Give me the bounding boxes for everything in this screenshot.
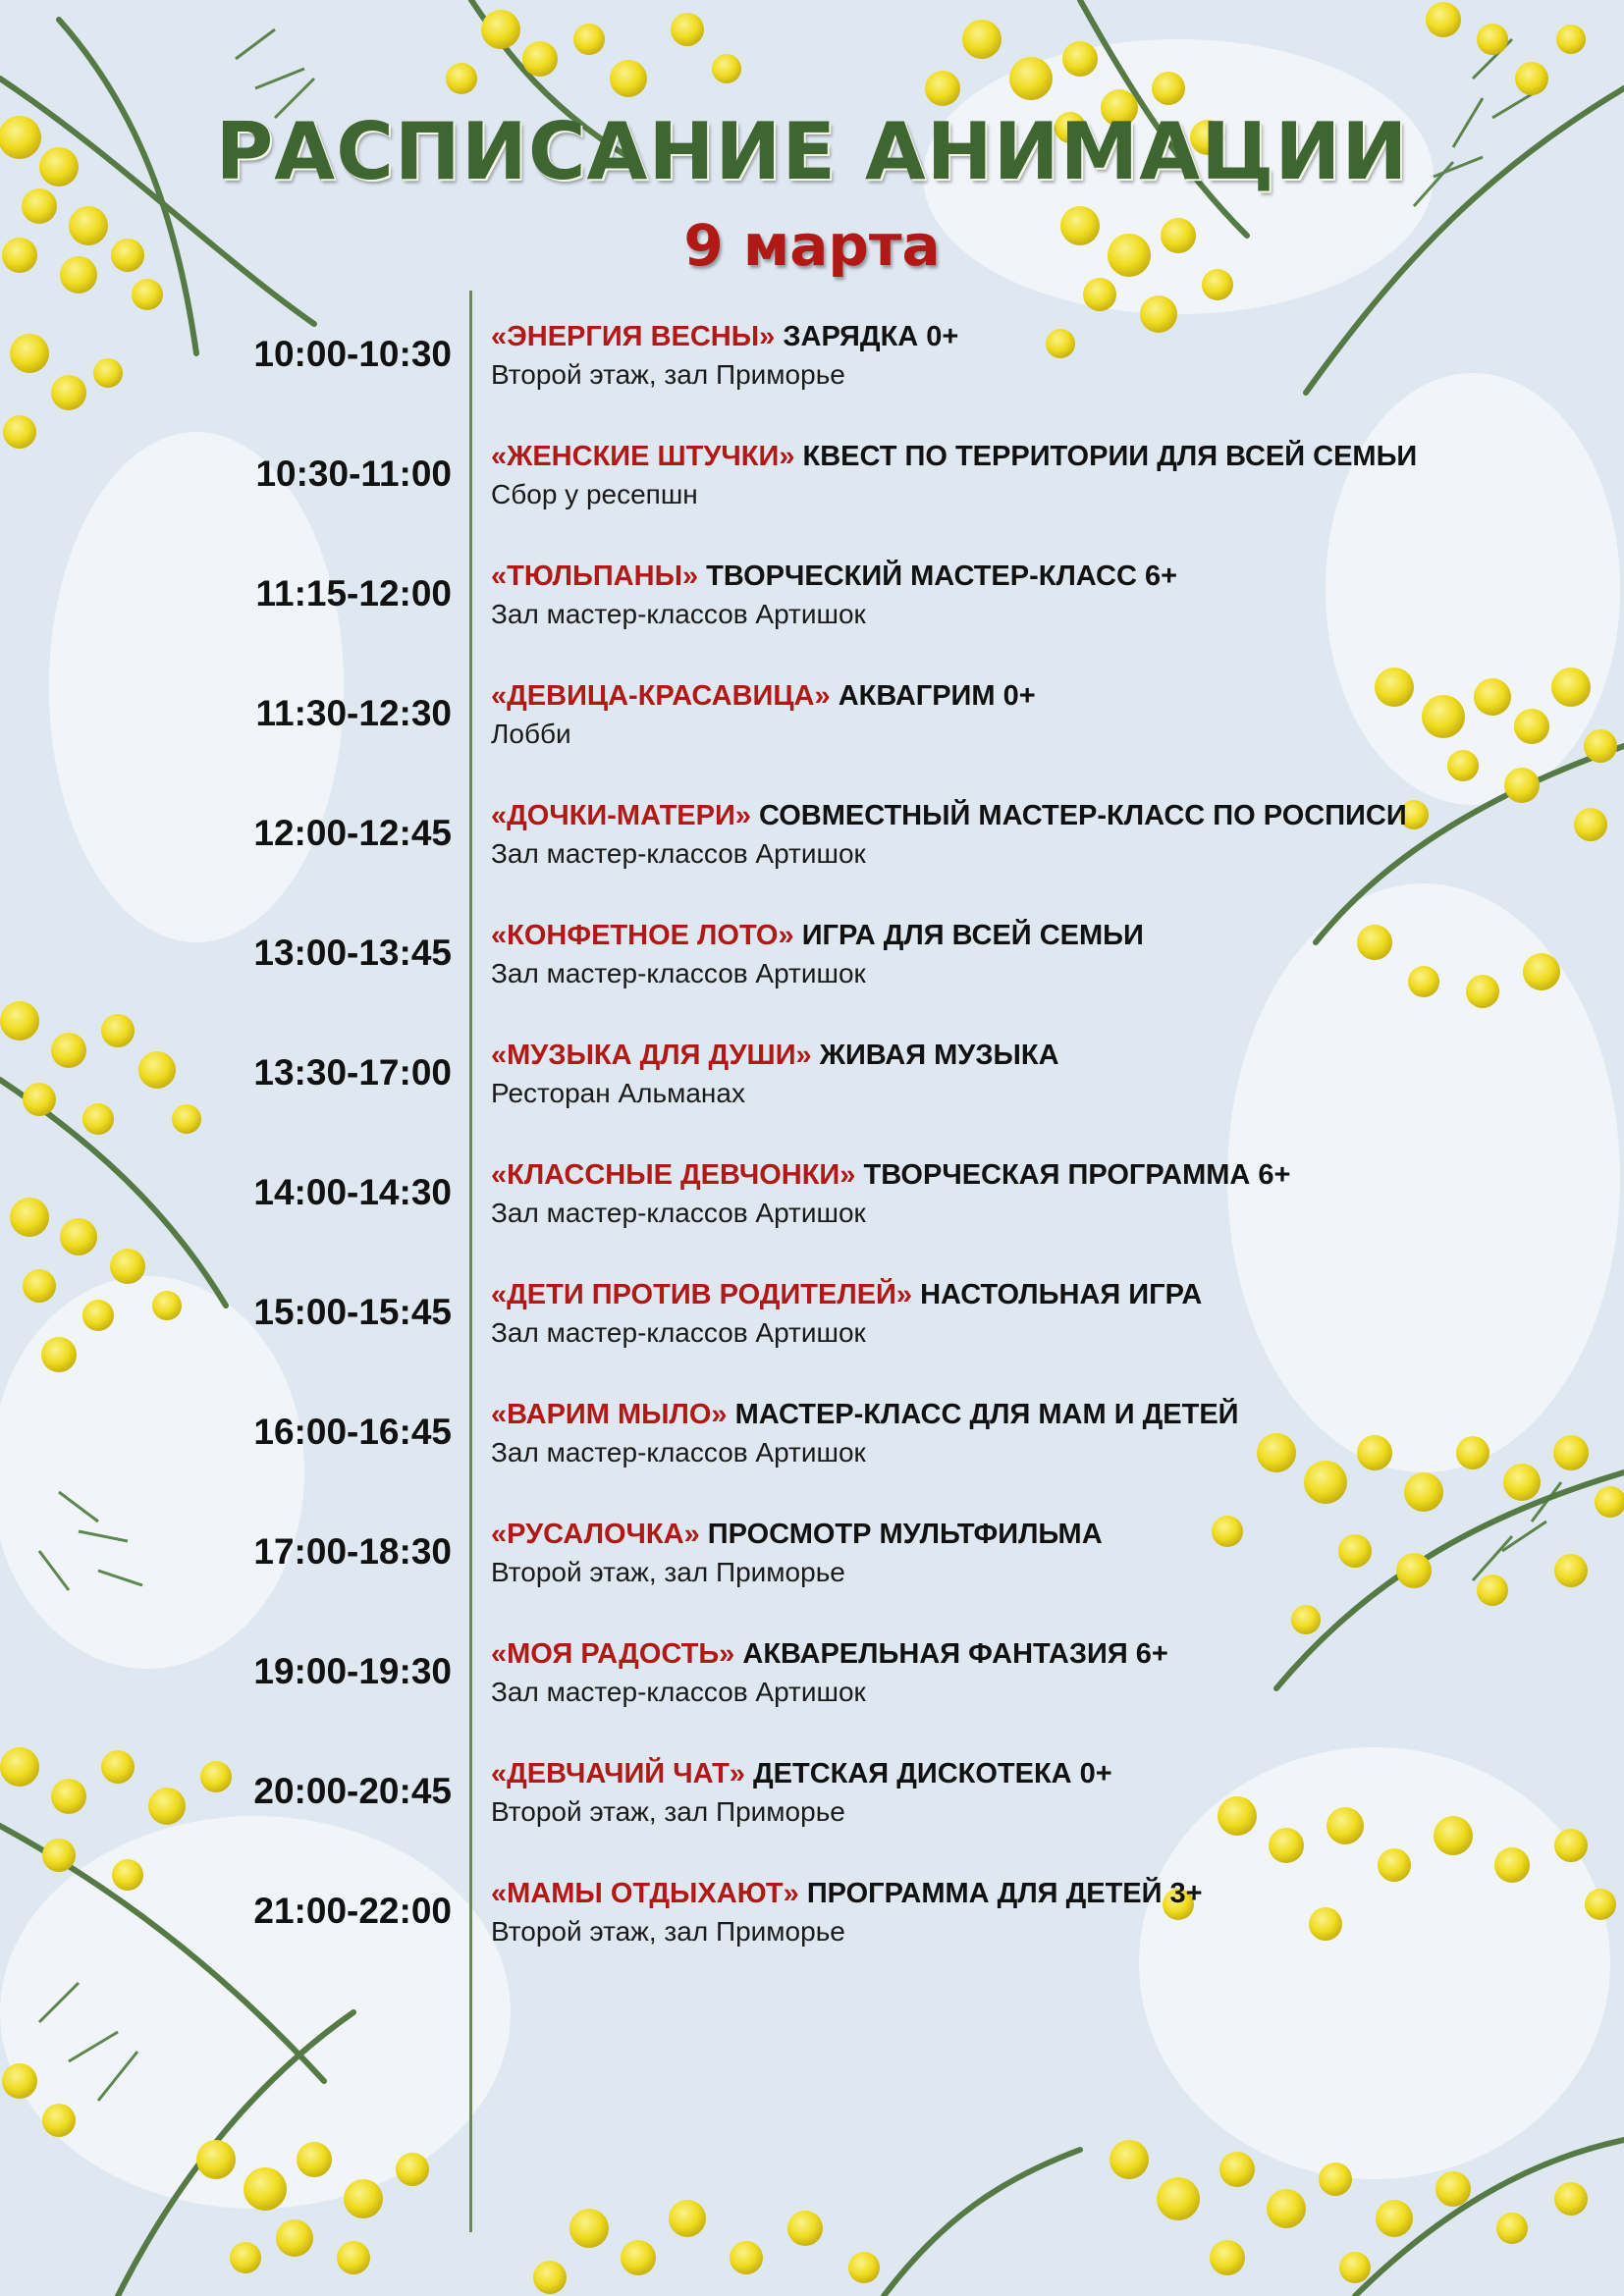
event-type: ТВОРЧЕСКАЯ ПРОГРАММА 6+ (863, 1159, 1291, 1191)
schedule-row (0, 783, 1624, 872)
schedule-row (0, 1262, 1624, 1351)
event-name: «ЭНЕРГИЯ ВЕСНЫ» (491, 321, 776, 352)
event-location: Второй этаж, зал Приморье (491, 1796, 845, 1827)
event-type: ПРОСМОТР МУЛЬТФИЛЬМА (707, 1519, 1103, 1550)
event-name: «ДОЧКИ-МАТЕРИ» (491, 800, 751, 831)
schedule-row (0, 1861, 1624, 1949)
schedule-row (0, 1741, 1624, 1830)
event-type: ДЕТСКАЯ ДИСКОТЕКА 0+ (752, 1758, 1112, 1789)
event-type: НАСТОЛЬНАЯ ИГРА (920, 1279, 1203, 1310)
event-location: Зал мастер-классов Артишок (491, 838, 866, 869)
event-info (491, 318, 1591, 395)
schedule-row (0, 903, 1624, 991)
event-time: 20:00-20:45 (253, 1771, 452, 1811)
event-name: «ВАРИМ МЫЛО» (491, 1399, 728, 1430)
event-time: 16:00-16:45 (253, 1412, 452, 1452)
event-time: 17:00-18:30 (253, 1531, 452, 1572)
event-type: ЖИВАЯ МУЗЫКА (819, 1040, 1059, 1071)
event-location: Зал мастер-классов Артишок (491, 599, 866, 629)
event-name: «ДЕВЧАЧИЙ ЧАТ» (491, 1758, 745, 1789)
event-location: Лобби (491, 719, 571, 749)
schedule-row (0, 664, 1624, 752)
event-location: Второй этаж, зал Приморье (491, 1916, 845, 1947)
event-time: 13:00-13:45 (253, 933, 452, 973)
event-location: Зал мастер-классов Артишок (491, 1317, 866, 1348)
schedule-row (0, 1382, 1624, 1470)
schedule-date: 9 марта (683, 212, 941, 279)
event-location: Зал мастер-классов Артишок (491, 1198, 866, 1228)
event-info (491, 1875, 1591, 1951)
event-info (491, 1037, 1591, 1113)
event-location: Второй этаж, зал Приморье (491, 1557, 845, 1587)
event-location: Ресторан Альманах (491, 1078, 745, 1108)
event-location: Зал мастер-классов Артишок (491, 1677, 866, 1707)
event-type: МАСТЕР-КЛАСС ДЛЯ МАМ И ДЕТЕЙ (734, 1399, 1239, 1430)
schedule-row (0, 304, 1624, 393)
event-type: ТВОРЧЕСКИЙ МАСТЕР-КЛАСС 6+ (706, 561, 1178, 592)
event-type: ИГРА ДЛЯ ВСЕЙ СЕМЬИ (801, 920, 1144, 951)
event-type: СОВМЕСТНЫЙ МАСТЕР-КЛАСС ПО РОСПИСИ (759, 800, 1407, 831)
event-info (491, 1516, 1591, 1592)
event-time: 19:00-19:30 (253, 1651, 452, 1691)
event-name: «ЖЕНСКИЕ ШТУЧКИ» (491, 441, 795, 472)
event-info (491, 1156, 1591, 1233)
event-name: «РУСАЛОЧКА» (491, 1519, 700, 1550)
event-info (491, 1635, 1591, 1712)
event-time: 11:15-12:00 (255, 573, 452, 614)
event-info (491, 677, 1591, 754)
event-type: АКВАРЕЛЬНАЯ ФАНТАЗИЯ 6+ (742, 1638, 1168, 1670)
event-type: ЗАРЯДКА 0+ (783, 321, 959, 352)
event-info (491, 1276, 1591, 1353)
event-name: «ДЕВИЦА-КРАСАВИЦА» (491, 680, 831, 712)
event-name: «МУЗЫКА ДЛЯ ДУШИ» (491, 1040, 812, 1071)
event-location: Второй этаж, зал Приморье (491, 359, 845, 390)
event-time: 13:30-17:00 (253, 1052, 452, 1093)
event-type: АКВАГРИМ 0+ (838, 680, 1036, 712)
event-type: КВЕСТ ПО ТЕРРИТОРИИ ДЛЯ ВСЕЙ СЕМЬИ (802, 441, 1418, 472)
schedule-row (0, 1023, 1624, 1111)
event-location: Зал мастер-классов Артишок (491, 958, 866, 988)
event-time: 10:00-10:30 (253, 334, 452, 374)
event-info (491, 1396, 1591, 1472)
event-location: Зал мастер-классов Артишок (491, 1437, 866, 1468)
event-name: «ТЮЛЬПАНЫ» (491, 561, 699, 592)
event-info (491, 1755, 1591, 1832)
event-time: 15:00-15:45 (253, 1292, 452, 1332)
event-time: 21:00-22:00 (253, 1891, 452, 1931)
schedule-row (0, 1143, 1624, 1231)
event-info (491, 438, 1591, 514)
event-location: Сбор у ресепшн (491, 479, 698, 509)
schedule-row (0, 1622, 1624, 1710)
event-time: 12:00-12:45 (253, 813, 452, 853)
event-name: «КЛАССНЫЕ ДЕВЧОНКИ» (491, 1159, 856, 1191)
event-name: «ДЕТИ ПРОТИВ РОДИТЕЛЕЙ» (491, 1279, 913, 1310)
event-time: 11:30-12:30 (255, 693, 452, 733)
event-info (491, 917, 1591, 993)
event-time: 10:30-11:00 (255, 454, 452, 494)
event-name: «КОНФЕТНОЕ ЛОТО» (491, 920, 794, 951)
schedule-row (0, 1502, 1624, 1590)
event-name: «МАМЫ ОТДЫХАЮТ» (491, 1878, 799, 1909)
event-name: «МОЯ РАДОСТЬ» (491, 1638, 735, 1670)
schedule-row (0, 544, 1624, 632)
event-type: ПРОГРАММА ДЛЯ ДЕТЕЙ 3+ (806, 1878, 1203, 1909)
page-title: РАСПИСАНИЕ АНИМАЦИИ (215, 106, 1409, 197)
event-info (491, 797, 1591, 874)
event-time: 14:00-14:30 (253, 1172, 452, 1212)
event-info (491, 558, 1591, 634)
schedule-row (0, 424, 1624, 512)
